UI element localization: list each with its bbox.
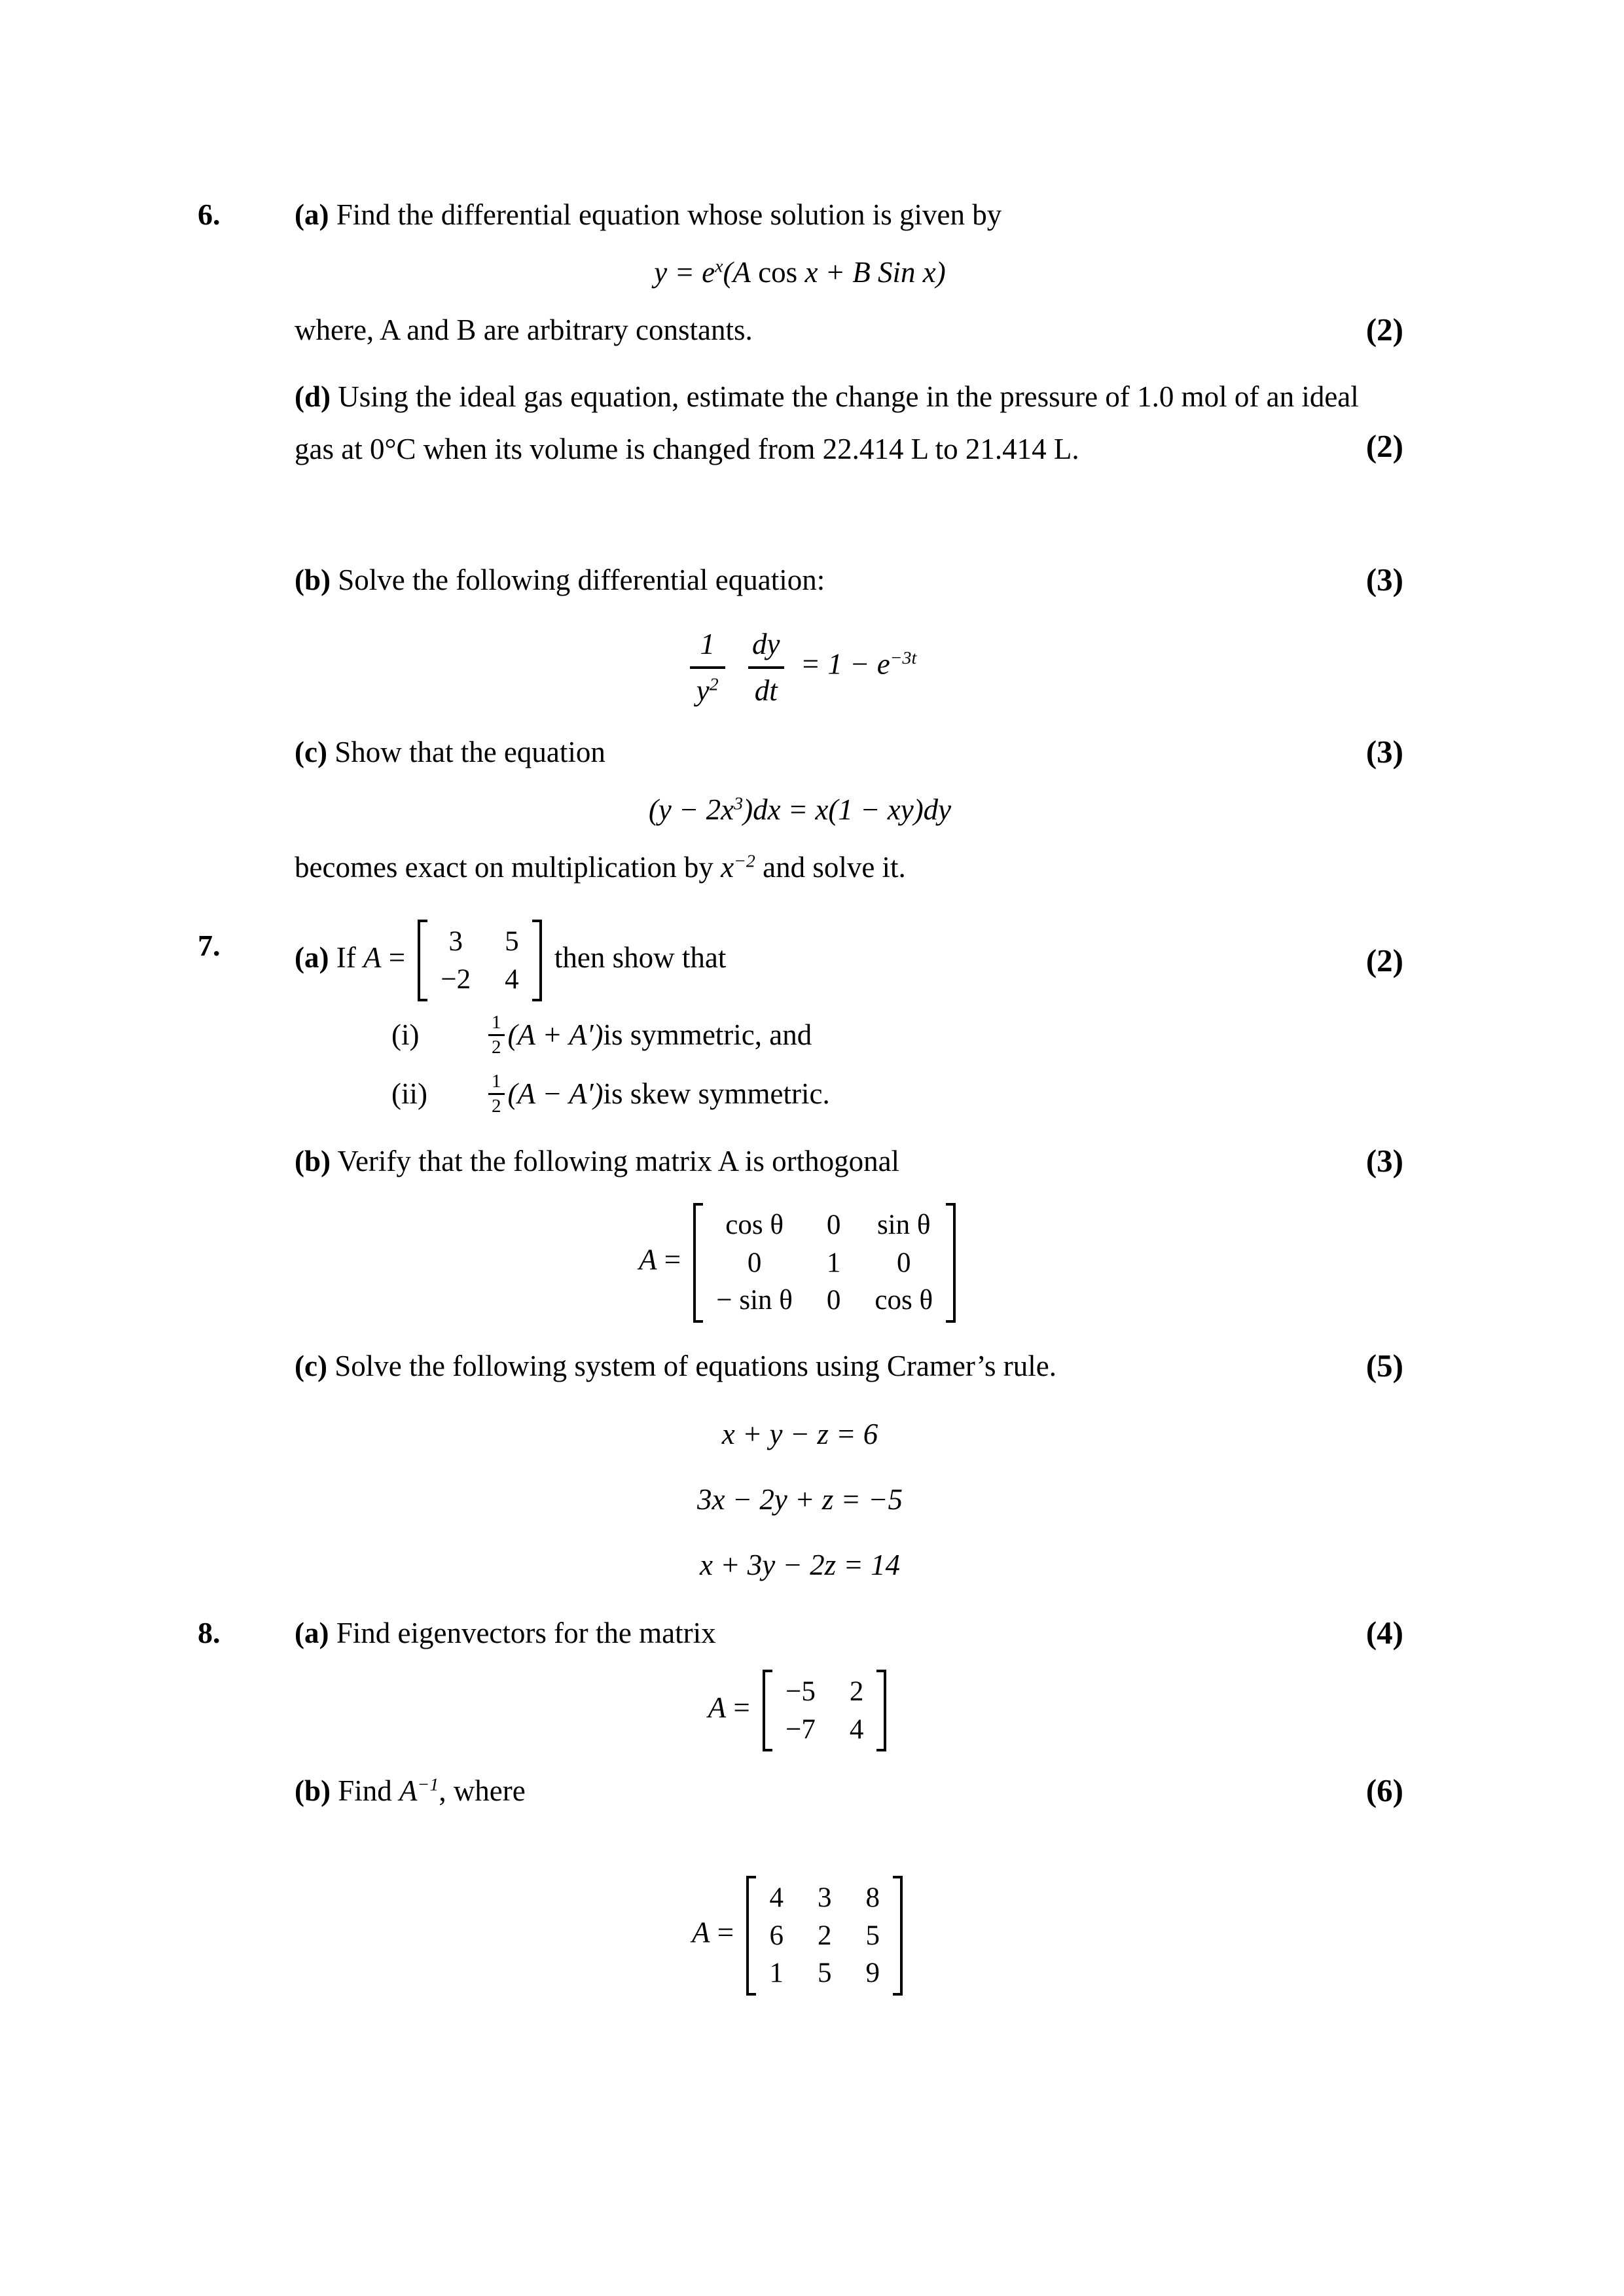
eq-run: y = e	[654, 256, 715, 289]
matrix-cell: 4	[505, 963, 519, 995]
q7b-heading	[295, 1135, 1403, 1187]
matrix-bracket-right	[893, 1876, 903, 1996]
q7c-text: Solve the following system of equations using Cramer’s rule.	[327, 1349, 1056, 1382]
fraction-denominator	[690, 666, 725, 709]
matrix-2x2	[418, 920, 541, 1001]
eq-superscript: 2	[709, 674, 719, 695]
matrix-cell: sin θ	[876, 1210, 931, 1241]
q6c-label: (c)	[295, 735, 327, 768]
matrix-2x2	[763, 1670, 886, 1751]
subitem-i-label: (i)	[391, 1018, 420, 1052]
q6b-label: (b)	[295, 564, 331, 597]
fraction-half	[488, 1013, 505, 1057]
question-8-body	[295, 1607, 1403, 2009]
matrix-cell: 6	[769, 1920, 784, 1951]
q8b-text: Find	[331, 1774, 400, 1808]
eq-run: (A	[723, 256, 751, 289]
fraction	[690, 626, 725, 709]
q8b-text: , where	[439, 1774, 526, 1808]
q6d-label: (d)	[295, 380, 331, 414]
q7a-marks: (2)	[1365, 942, 1403, 978]
fraction-denominator: 2	[488, 1093, 505, 1116]
q8b-matrix-equation	[295, 1876, 1403, 1996]
fraction	[746, 626, 786, 709]
eq-variable: A	[399, 1774, 418, 1808]
matrix-bracket-left	[693, 1203, 703, 1323]
q7a-subitem-i	[295, 1012, 1403, 1058]
eq-run: x + y − z = 6	[721, 1417, 878, 1450]
q8a-text: Find eigenvectors for the matrix	[329, 1616, 716, 1649]
matrix-3x3	[746, 1876, 903, 1996]
q8a-marks: (4)	[1365, 1614, 1403, 1651]
eq-run: = 1 − e	[800, 647, 890, 681]
subitem-i-text: is symmetric, and	[603, 1018, 812, 1052]
eq-run: x	[721, 851, 734, 884]
q6c-post-text: becomes exact on multiplication by	[295, 851, 721, 884]
q6c-marks: (3)	[1365, 733, 1403, 770]
matrix-cell: −7	[785, 1713, 816, 1745]
eq-run: cos	[750, 256, 805, 289]
q7c-equation-2	[295, 1467, 1403, 1532]
q8a-label: (a)	[295, 1616, 329, 1649]
fraction-numerator: dy	[751, 628, 780, 661]
q8b-label: (b)	[295, 1774, 331, 1808]
q7c-heading	[295, 1340, 1403, 1392]
matrix-cell: 0	[747, 1247, 762, 1278]
q6a-where-text: where, A and B are arbitrary constants.	[295, 314, 753, 347]
q7a-text: then show that	[547, 941, 727, 974]
fraction-denominator: dt	[748, 666, 784, 709]
question-6-body	[295, 188, 1403, 893]
q6d-text: Using the ideal gas equation, estimate the change in the pressure of 1.0 mol of an ideal gas at 0°C when its volume is changed from 22.414 L to 21.414 L.	[295, 380, 1359, 466]
matrix-cell: −2	[441, 963, 471, 995]
question-8-number: 8.	[198, 1615, 221, 1649]
matrix-cell: 0	[896, 1247, 911, 1278]
matrix-cell: cos θ	[725, 1210, 784, 1241]
q6a-text: Find the differential equation whose solution is given by	[329, 198, 1002, 231]
matrix-cells	[703, 1203, 946, 1323]
matrix-cell: 9	[865, 1958, 880, 1989]
eq-superscript: −1	[417, 1774, 439, 1795]
eq-run: y	[696, 673, 710, 707]
eq-run: x + B Sin x)	[804, 256, 946, 289]
eq-run: (A − A′)	[507, 1077, 604, 1111]
matrix-cell: 1	[769, 1958, 784, 1989]
fraction-numerator: 1	[492, 1012, 501, 1033]
q7c-equation-1	[295, 1401, 1403, 1467]
subitem-ii-label: (ii)	[391, 1077, 427, 1111]
eq-variable: A	[692, 1916, 710, 1949]
question-7-body	[295, 920, 1403, 1598]
matrix-3x3	[693, 1203, 956, 1323]
q8a-heading	[295, 1607, 1403, 1659]
q8b-marks: (6)	[1365, 1772, 1403, 1809]
matrix-cell: − sin θ	[716, 1285, 793, 1316]
eq-variable: A	[708, 1691, 727, 1724]
eq-superscript: −2	[734, 851, 755, 872]
eq-variable: A	[363, 941, 382, 974]
matrix-bracket-right	[532, 920, 542, 1001]
matrix-bracket-left	[746, 1876, 756, 1996]
eq-run: =	[381, 941, 413, 974]
eq-run: 3x − 2y + z = −5	[697, 1482, 903, 1516]
question-7-number: 7.	[198, 929, 221, 962]
q6c-text: Show that the equation	[327, 735, 605, 768]
fraction-numerator: 1	[492, 1071, 501, 1092]
q7c-equation-3	[295, 1532, 1403, 1598]
matrix-cell: 5	[817, 1958, 832, 1989]
matrix-cell: cos θ	[875, 1285, 933, 1316]
q6c-heading	[295, 726, 1403, 778]
q7a-heading	[295, 920, 1403, 1001]
matrix-cells	[427, 920, 532, 1001]
q6b-text: Solve the following differential equation:	[331, 564, 825, 597]
matrix-cell: 5	[865, 1920, 880, 1951]
q7b-text: Verify that the following matrix A is orthogonal	[331, 1145, 900, 1178]
question-6-number: 6.	[198, 198, 221, 231]
eq-run: (A + A′)	[507, 1018, 604, 1052]
eq-run: x + 3y − 2z = 14	[699, 1548, 901, 1581]
matrix-cell: 1	[826, 1247, 841, 1278]
matrix-cell: 0	[826, 1285, 841, 1316]
q6b-equation	[295, 626, 1403, 709]
fraction-denominator: 2	[488, 1034, 505, 1057]
q6a-where-line	[295, 304, 1403, 356]
matrix-cell: 5	[505, 926, 519, 957]
subitem-ii-text: is skew symmetric.	[603, 1077, 830, 1111]
fraction-half	[488, 1071, 505, 1116]
q6c-equation	[295, 791, 1403, 828]
matrix-bracket-right	[946, 1203, 956, 1323]
matrix-cells	[756, 1876, 893, 1996]
matrix-cells	[772, 1670, 876, 1751]
q7a-subitem-ii	[295, 1071, 1403, 1117]
q7a-text: If	[329, 941, 363, 974]
eq-run: =	[710, 1916, 742, 1949]
q6b-heading	[295, 554, 1403, 606]
eq-run: =	[726, 1691, 758, 1724]
fraction-numerator: 1	[700, 628, 715, 661]
q7b-matrix-equation	[295, 1203, 1403, 1323]
q6a-heading	[295, 188, 1403, 241]
matrix-bracket-right	[876, 1670, 886, 1751]
q7a-label: (a)	[295, 941, 329, 974]
matrix-bracket-left	[763, 1670, 772, 1751]
eq-superscript: x	[715, 256, 723, 277]
q6a-label: (a)	[295, 198, 329, 231]
matrix-cell: 2	[849, 1676, 864, 1707]
q7c-label: (c)	[295, 1349, 327, 1382]
q7c-marks: (5)	[1365, 1347, 1403, 1384]
q6c-post-line	[295, 841, 1403, 893]
q6a-marks: (2)	[1365, 312, 1403, 348]
eq-variable: A	[638, 1243, 657, 1276]
eq-run: (y − 2x	[648, 793, 734, 826]
matrix-cell: −5	[785, 1676, 816, 1707]
q6d-paragraph	[295, 370, 1403, 475]
question-7	[198, 920, 1403, 1598]
matrix-cell: 8	[865, 1882, 880, 1914]
q7b-marks: (3)	[1365, 1143, 1403, 1179]
matrix-cell: 4	[769, 1882, 784, 1914]
matrix-cell: 3	[448, 926, 463, 957]
q6d-marks: (2)	[1365, 428, 1403, 465]
question-6	[198, 188, 1403, 893]
eq-superscript: −3t	[890, 648, 917, 669]
eq-run: =	[657, 1243, 689, 1276]
q6b-marks: (3)	[1365, 562, 1403, 598]
eq-superscript: 3	[734, 793, 744, 814]
q6c-post-text: and solve it.	[755, 851, 906, 884]
matrix-cell: 2	[817, 1920, 832, 1951]
matrix-cell: 4	[849, 1713, 864, 1745]
matrix-bracket-left	[418, 920, 427, 1001]
q8b-heading	[295, 1765, 1403, 1817]
q6a-equation	[295, 254, 1403, 291]
question-8	[198, 1607, 1403, 2009]
q7b-label: (b)	[295, 1145, 331, 1178]
matrix-cell: 3	[817, 1882, 832, 1914]
eq-run: )dx = x(1 − xy)dy	[743, 793, 952, 826]
q8a-matrix-equation	[295, 1670, 1403, 1751]
matrix-cell: 0	[826, 1210, 841, 1241]
